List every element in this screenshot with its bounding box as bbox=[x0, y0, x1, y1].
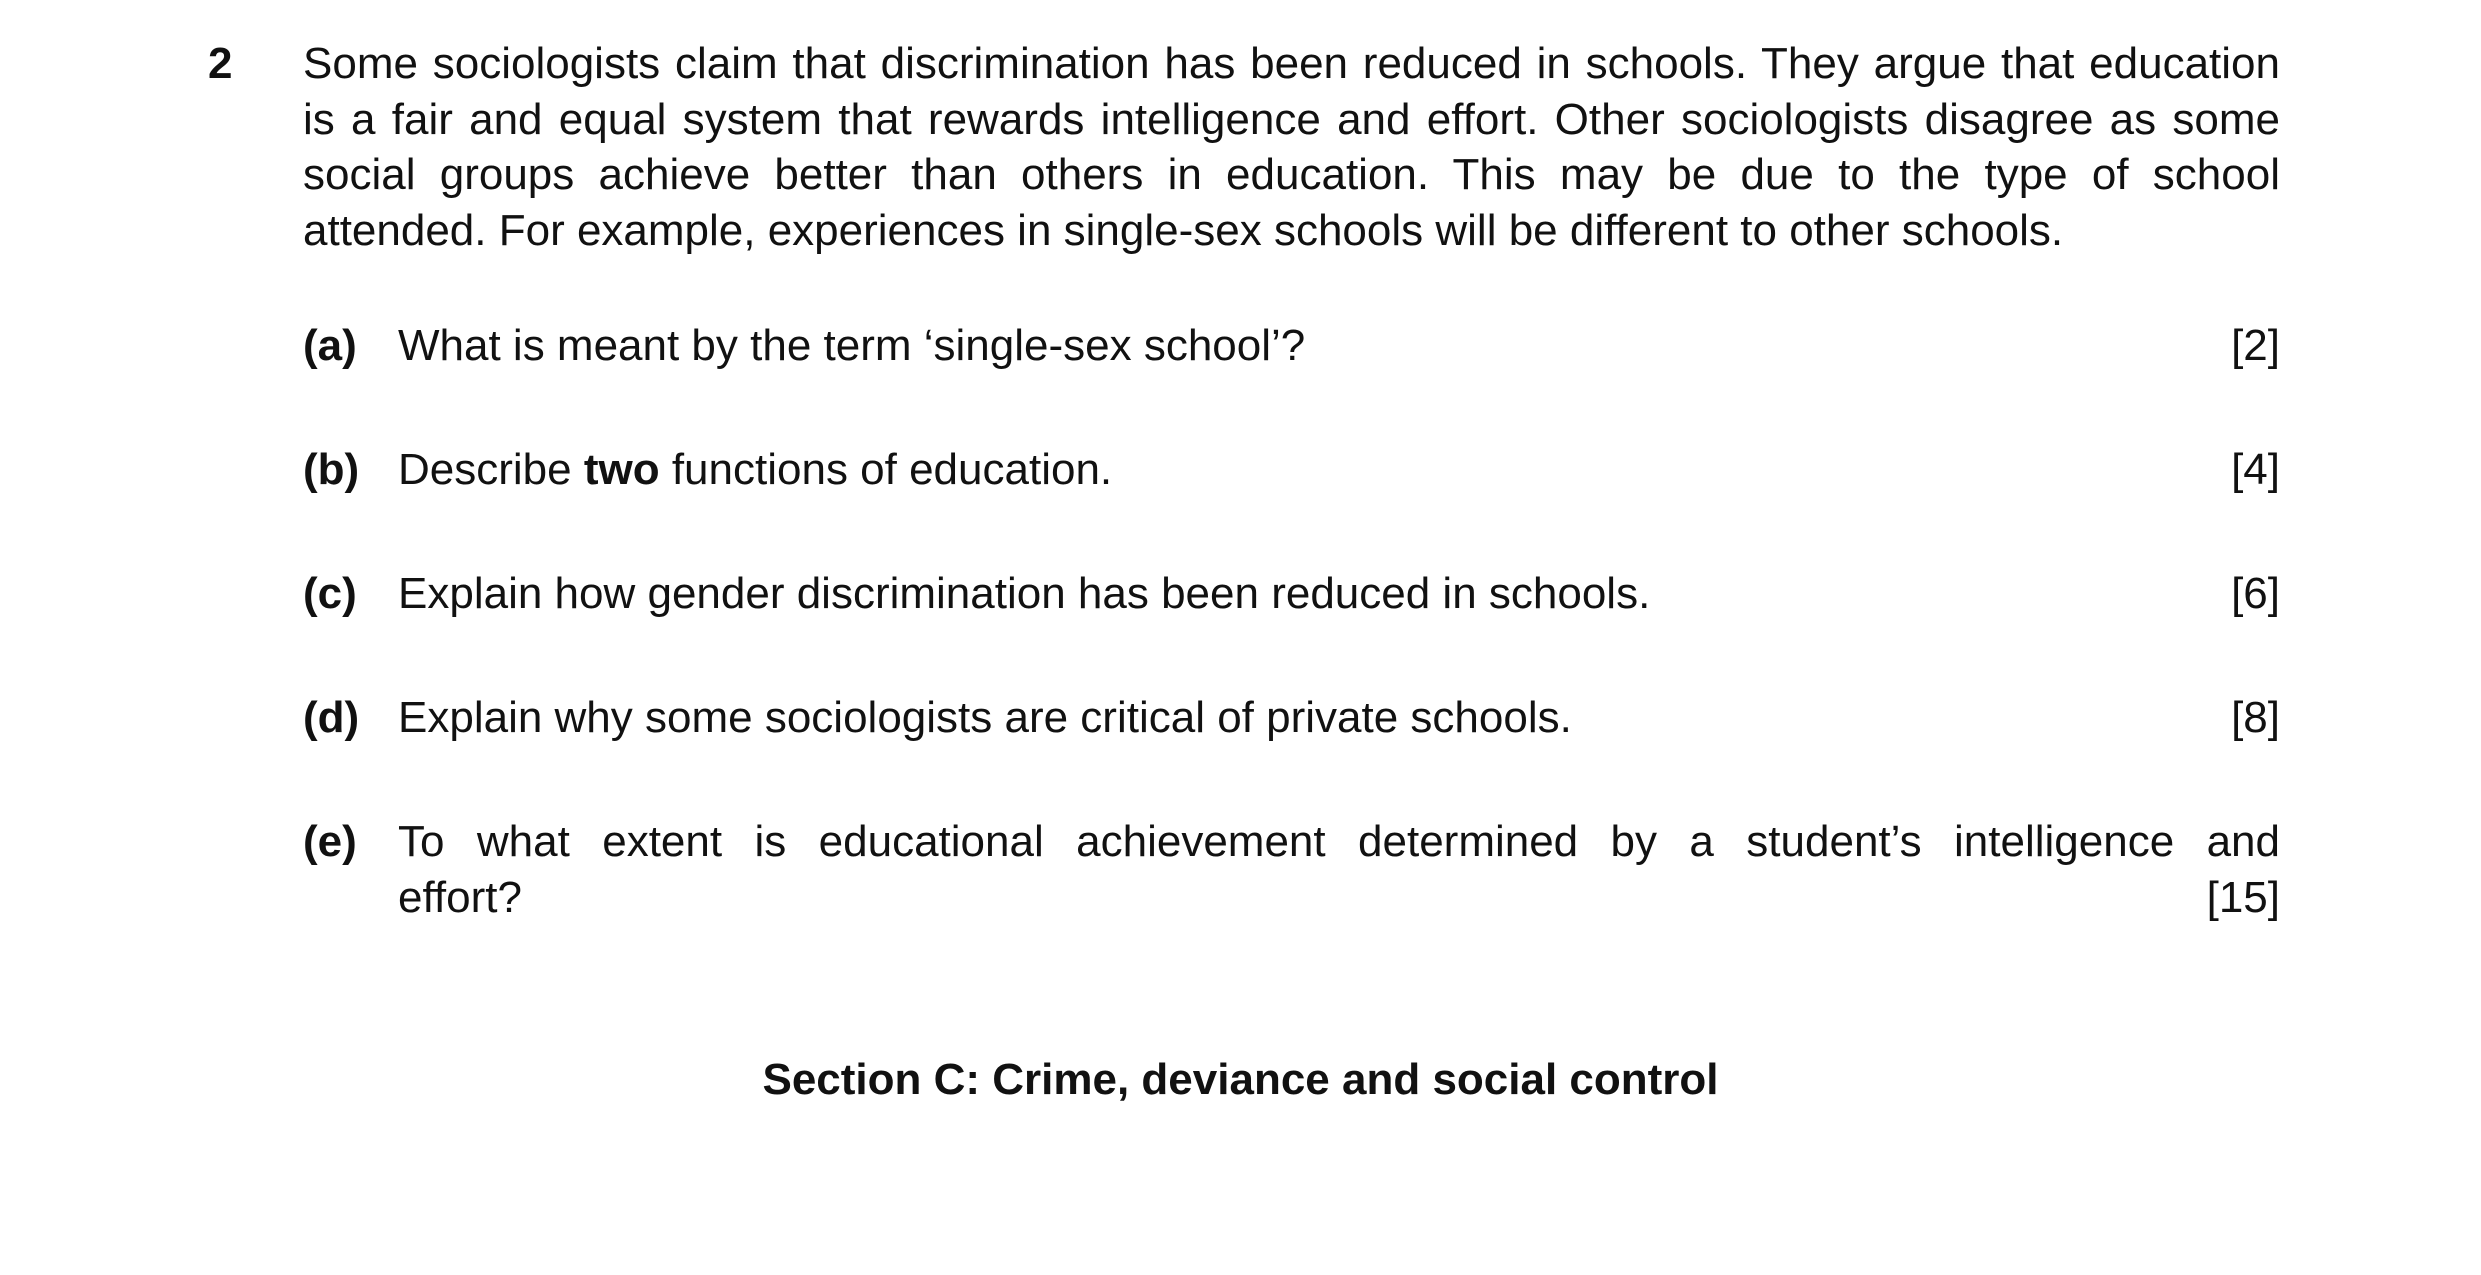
part-marks-e: [15] bbox=[2206, 872, 2280, 922]
part-text-b-emphasis: two bbox=[583, 445, 660, 494]
question-part-b bbox=[303, 442, 2280, 498]
part-marks-a: [2] bbox=[2231, 321, 2280, 370]
question-part-c bbox=[303, 566, 2280, 622]
part-text-b bbox=[398, 442, 2280, 498]
part-text-e-line2: effort? bbox=[398, 872, 522, 922]
section-heading: Section C: Crime, deviance and social control bbox=[762, 1055, 1719, 1104]
part-text-c: Explain how gender discrimination has been reduced in schools. bbox=[398, 569, 1651, 618]
part-marks-d: [8] bbox=[2231, 693, 2280, 742]
part-label-c: (c) bbox=[303, 569, 357, 618]
question-part-d bbox=[303, 690, 2280, 746]
question-part-e bbox=[303, 814, 2280, 925]
part-text-b-before: Describe bbox=[398, 445, 584, 494]
part-label-d: (d) bbox=[303, 693, 360, 742]
part-label-a: (a) bbox=[303, 321, 357, 370]
question-stem: Some sociologists claim that discrimination has been reduced in schools. They argue that education is a fair and equal system that rewards intelligence and effort. Other sociologists disagree as some social groups achieve better than others in education. This may be due to the type of school attended. For example, experiences in single-sex schools will be different to other schools. bbox=[303, 39, 2280, 255]
part-label-b: (b) bbox=[303, 445, 360, 494]
part-text-e-line1: To what extent is educational achievement determined by a student’s intelligence and bbox=[398, 817, 2280, 866]
part-text-b-after: functions of education. bbox=[659, 445, 1113, 494]
part-marks-c: [6] bbox=[2231, 569, 2280, 618]
part-marks-b: [4] bbox=[2231, 445, 2280, 494]
part-label-e: (e) bbox=[303, 817, 357, 866]
question-part-a bbox=[303, 318, 2280, 374]
part-text-d: Explain why some sociologists are critical of private schools. bbox=[398, 693, 1572, 742]
part-text-a: What is meant by the term ‘single-sex school’? bbox=[398, 321, 1306, 370]
question-number: 2 bbox=[208, 39, 233, 88]
